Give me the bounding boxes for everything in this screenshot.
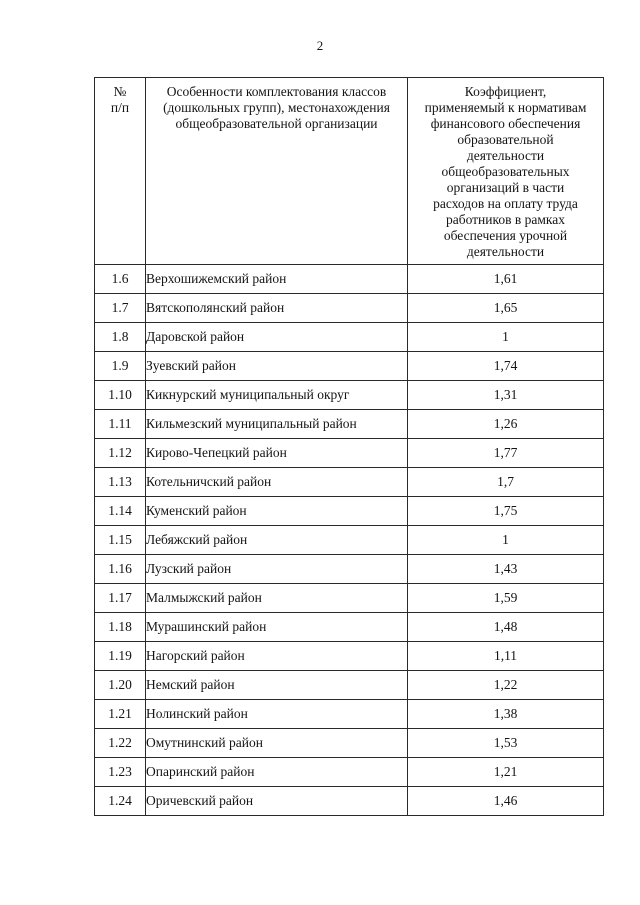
- row-name: Мурашинский район: [146, 613, 408, 642]
- row-value: 1,74: [408, 352, 604, 381]
- row-number: 1.16: [95, 555, 146, 584]
- row-number: 1.13: [95, 468, 146, 497]
- table-row: [95, 265, 604, 294]
- row-number: 1.18: [95, 613, 146, 642]
- row-value: 1,26: [408, 410, 604, 439]
- row-number: 1.7: [95, 294, 146, 323]
- row-name: Куменский район: [146, 497, 408, 526]
- header-number-line: №: [113, 84, 127, 99]
- row-number: 1.12: [95, 439, 146, 468]
- row-value: 1,75: [408, 497, 604, 526]
- row-number: 1.15: [95, 526, 146, 555]
- row-name: Лебяжский район: [146, 526, 408, 555]
- header-feature-line: общеобразовательной организации: [175, 116, 378, 131]
- row-name: Котельничский район: [146, 468, 408, 497]
- row-name: Вятскополянский район: [146, 294, 408, 323]
- row-value: 1,21: [408, 758, 604, 787]
- coefficient-table: [94, 77, 604, 816]
- row-number: 1.21: [95, 700, 146, 729]
- header-coef-line: обеспечения урочной: [443, 228, 568, 243]
- header-coefficient: [408, 78, 604, 265]
- table-row: [95, 758, 604, 787]
- row-name: Опаринский район: [146, 758, 408, 787]
- table-row: [95, 468, 604, 497]
- row-name: Зуевский район: [146, 352, 408, 381]
- row-value: 1,65: [408, 294, 604, 323]
- table-row: [95, 729, 604, 758]
- row-number: 1.19: [95, 642, 146, 671]
- header-number-line: п/п: [110, 100, 130, 115]
- row-name: Омутнинский район: [146, 729, 408, 758]
- row-value: 1,43: [408, 555, 604, 584]
- table-row: [95, 642, 604, 671]
- row-value: 1,11: [408, 642, 604, 671]
- table-row: [95, 497, 604, 526]
- row-value: 1: [408, 323, 604, 352]
- row-number: 1.8: [95, 323, 146, 352]
- row-name: Нолинский район: [146, 700, 408, 729]
- row-value: 1,48: [408, 613, 604, 642]
- table-row: [95, 555, 604, 584]
- row-number: 1.9: [95, 352, 146, 381]
- row-number: 1.11: [95, 410, 146, 439]
- header-coef-line: деятельности: [466, 244, 545, 259]
- table-row: [95, 700, 604, 729]
- table-row: [95, 439, 604, 468]
- header-feature-line: Особенности комплектования классов: [166, 84, 387, 99]
- row-number: 1.24: [95, 787, 146, 816]
- header-coef-line: деятельности: [466, 148, 545, 163]
- row-name: Даровской район: [146, 323, 408, 352]
- row-number: 1.10: [95, 381, 146, 410]
- row-value: 1,61: [408, 265, 604, 294]
- table-row: [95, 671, 604, 700]
- header-feature-line: (дошкольных групп), местонахождения: [163, 100, 390, 115]
- header-feature: [146, 78, 408, 265]
- page-number: 2: [316, 38, 324, 53]
- header-number: [95, 78, 146, 265]
- row-number: 1.23: [95, 758, 146, 787]
- row-value: 1,53: [408, 729, 604, 758]
- row-number: 1.14: [95, 497, 146, 526]
- header-coef-line: образовательной: [457, 132, 554, 147]
- table-header-row: [95, 78, 604, 265]
- row-value: 1,31: [408, 381, 604, 410]
- row-value: 1,77: [408, 439, 604, 468]
- row-value: 1,22: [408, 671, 604, 700]
- header-coef-line: Коэффициент,: [464, 84, 547, 99]
- row-name: Кирово-Чепецкий район: [146, 439, 408, 468]
- row-number: 1.22: [95, 729, 146, 758]
- table-row: [95, 294, 604, 323]
- header-coef-line: расходов на оплату труда: [433, 196, 578, 211]
- row-name: Немский район: [146, 671, 408, 700]
- row-name: Кикнурский муниципальный округ: [146, 381, 408, 410]
- header-coef-line: финансового обеспечения: [430, 116, 581, 131]
- table-row: [95, 613, 604, 642]
- header-coef-line: применяемый к нормативам: [424, 100, 587, 115]
- row-number: 1.20: [95, 671, 146, 700]
- header-coef-line: общеобразовательных: [441, 164, 570, 179]
- row-name: Лузский район: [146, 555, 408, 584]
- table-row: [95, 526, 604, 555]
- row-value: 1,38: [408, 700, 604, 729]
- row-value: 1,59: [408, 584, 604, 613]
- row-name: Кильмезский муниципальный район: [146, 410, 408, 439]
- row-number: 1.6: [95, 265, 146, 294]
- table-row: [95, 381, 604, 410]
- row-number: 1.17: [95, 584, 146, 613]
- table-row: [95, 410, 604, 439]
- table-row: [95, 787, 604, 816]
- row-name: Верхошижемский район: [146, 265, 408, 294]
- header-coef-line: организаций в части: [446, 180, 565, 195]
- header-coef-line: работников в рамках: [445, 212, 566, 227]
- table-row: [95, 584, 604, 613]
- row-value: 1,46: [408, 787, 604, 816]
- row-name: Оричевский район: [146, 787, 408, 816]
- row-name: Малмыжский район: [146, 584, 408, 613]
- row-name: Нагорский район: [146, 642, 408, 671]
- row-value: 1,7: [408, 468, 604, 497]
- row-value: 1: [408, 526, 604, 555]
- table-row: [95, 352, 604, 381]
- table-row: [95, 323, 604, 352]
